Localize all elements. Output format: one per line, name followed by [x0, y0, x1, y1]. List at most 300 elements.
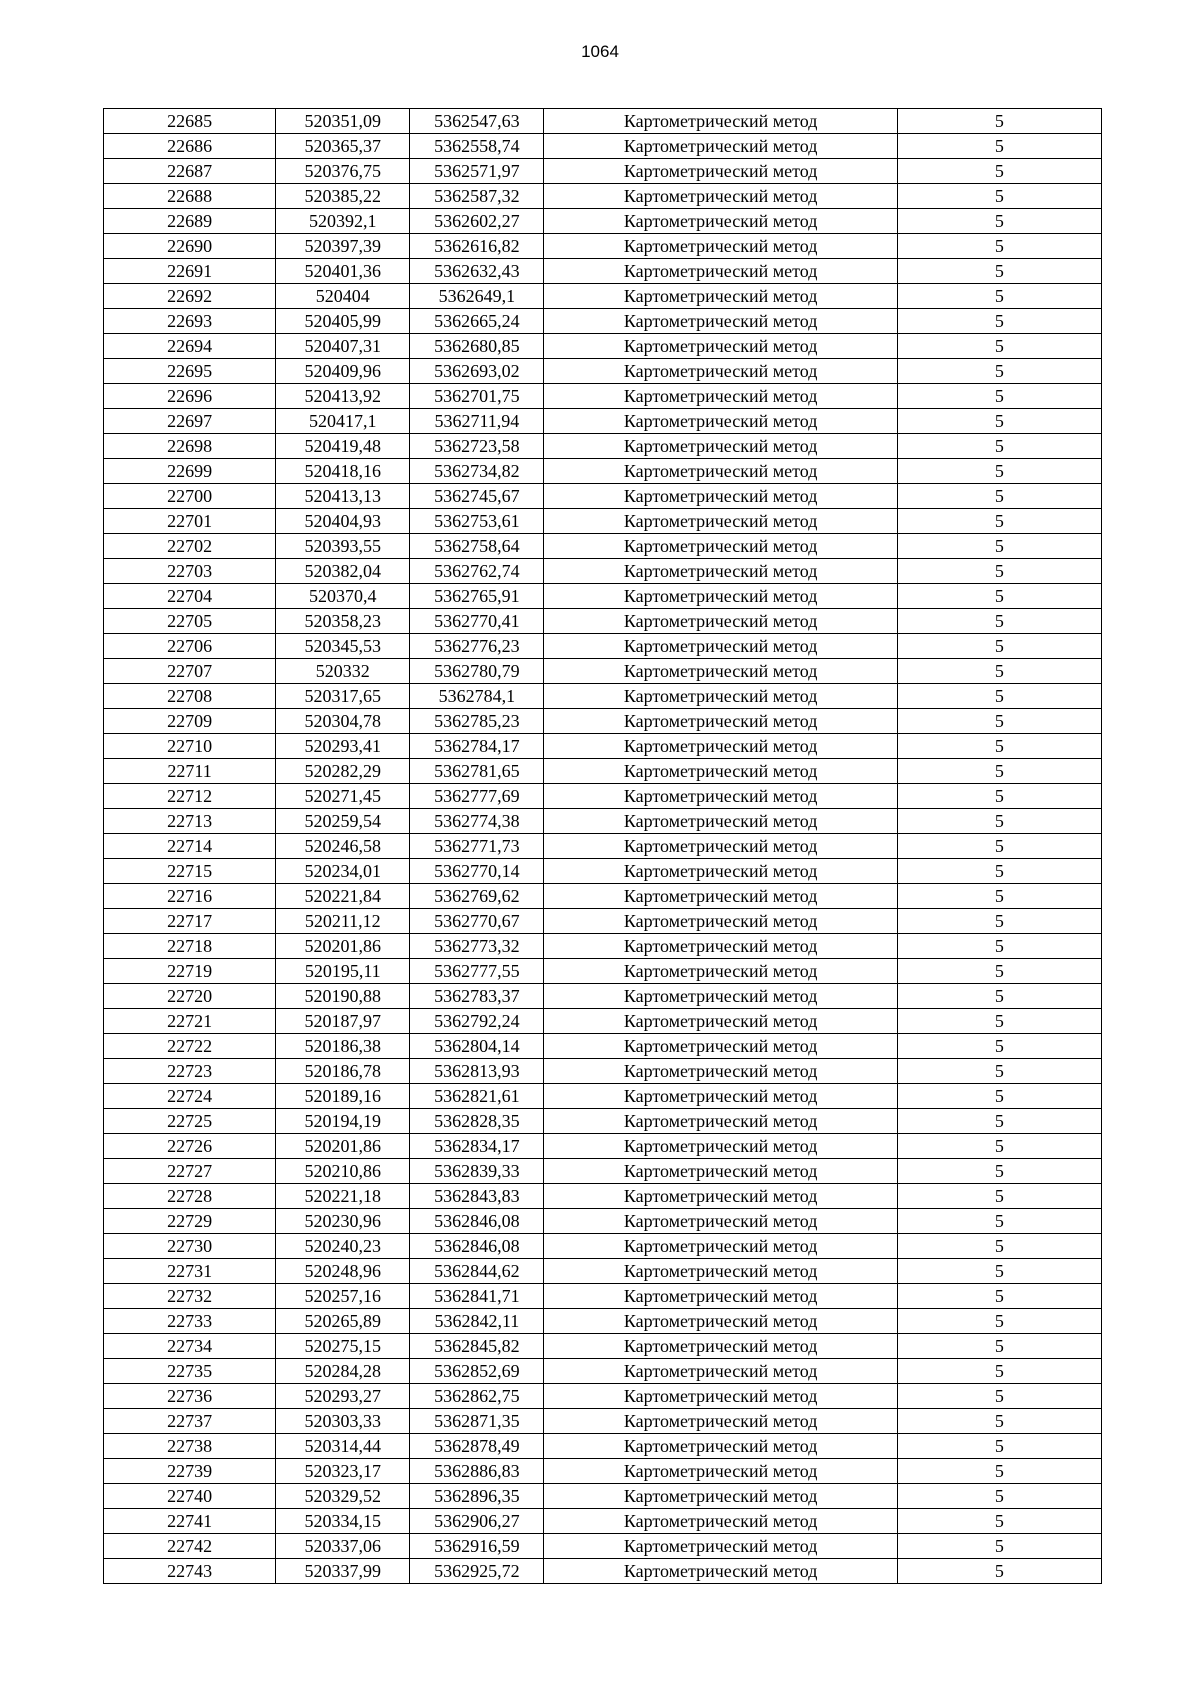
y-coordinate-cell: 5362792,24	[410, 1009, 544, 1034]
point-number-cell: 22714	[104, 834, 276, 859]
y-coordinate-cell: 5362852,69	[410, 1359, 544, 1384]
x-coordinate-cell: 520187,97	[276, 1009, 410, 1034]
page-number: 1064	[581, 42, 619, 61]
x-coordinate-cell: 520293,41	[276, 734, 410, 759]
table-row	[104, 1034, 1102, 1059]
table-row	[104, 684, 1102, 709]
x-coordinate-cell: 520221,18	[276, 1184, 410, 1209]
y-coordinate-cell: 5362770,67	[410, 909, 544, 934]
method-cell: Картометрический метод	[544, 1284, 897, 1309]
method-cell: Картометрический метод	[544, 284, 897, 309]
method-cell: Картометрический метод	[544, 634, 897, 659]
y-coordinate-cell: 5362784,17	[410, 734, 544, 759]
table-body	[104, 109, 1102, 1584]
accuracy-cell: 5	[897, 1409, 1101, 1434]
y-coordinate-cell: 5362770,14	[410, 859, 544, 884]
method-cell: Картометрический метод	[544, 559, 897, 584]
point-number-cell: 22724	[104, 1084, 276, 1109]
point-number-cell: 22685	[104, 109, 276, 134]
point-number-cell: 22721	[104, 1009, 276, 1034]
y-coordinate-cell: 5362777,69	[410, 784, 544, 809]
accuracy-cell: 5	[897, 784, 1101, 809]
method-cell: Картометрический метод	[544, 184, 897, 209]
y-coordinate-cell: 5362734,82	[410, 459, 544, 484]
x-coordinate-cell: 520417,1	[276, 409, 410, 434]
point-number-cell: 22740	[104, 1484, 276, 1509]
x-coordinate-cell: 520186,38	[276, 1034, 410, 1059]
method-cell: Картометрический метод	[544, 1234, 897, 1259]
table-row	[104, 434, 1102, 459]
table-row	[104, 1134, 1102, 1159]
table-row	[104, 809, 1102, 834]
x-coordinate-cell: 520405,99	[276, 309, 410, 334]
point-number-cell: 22698	[104, 434, 276, 459]
x-coordinate-cell: 520314,44	[276, 1434, 410, 1459]
method-cell: Картометрический метод	[544, 1409, 897, 1434]
point-number-cell: 22735	[104, 1359, 276, 1384]
method-cell: Картометрический метод	[544, 1134, 897, 1159]
y-coordinate-cell: 5362906,27	[410, 1509, 544, 1534]
accuracy-cell: 5	[897, 659, 1101, 684]
accuracy-cell: 5	[897, 159, 1101, 184]
point-number-cell: 22710	[104, 734, 276, 759]
table-row	[104, 959, 1102, 984]
table-row	[104, 359, 1102, 384]
y-coordinate-cell: 5362571,97	[410, 159, 544, 184]
point-number-cell: 22697	[104, 409, 276, 434]
point-number-cell: 22718	[104, 934, 276, 959]
point-number-cell: 22691	[104, 259, 276, 284]
x-coordinate-cell: 520337,99	[276, 1559, 410, 1584]
x-coordinate-cell: 520304,78	[276, 709, 410, 734]
point-number-cell: 22686	[104, 134, 276, 159]
table-row	[104, 459, 1102, 484]
method-cell: Картометрический метод	[544, 509, 897, 534]
table-row	[104, 1059, 1102, 1084]
accuracy-cell: 5	[897, 359, 1101, 384]
method-cell: Картометрический метод	[544, 1084, 897, 1109]
x-coordinate-cell: 520345,53	[276, 634, 410, 659]
accuracy-cell: 5	[897, 1059, 1101, 1084]
y-coordinate-cell: 5362587,32	[410, 184, 544, 209]
accuracy-cell: 5	[897, 1109, 1101, 1134]
point-number-cell: 22712	[104, 784, 276, 809]
method-cell: Картометрический метод	[544, 959, 897, 984]
point-number-cell: 22707	[104, 659, 276, 684]
y-coordinate-cell: 5362842,11	[410, 1309, 544, 1334]
x-coordinate-cell: 520358,23	[276, 609, 410, 634]
y-coordinate-cell: 5362547,63	[410, 109, 544, 134]
method-cell: Картометрический метод	[544, 209, 897, 234]
method-cell: Картометрический метод	[544, 234, 897, 259]
accuracy-cell: 5	[897, 934, 1101, 959]
method-cell: Картометрический метод	[544, 134, 897, 159]
method-cell: Картометрический метод	[544, 109, 897, 134]
coordinates-table	[103, 108, 1102, 1584]
accuracy-cell: 5	[897, 984, 1101, 1009]
x-coordinate-cell: 520332	[276, 659, 410, 684]
table-row	[104, 1009, 1102, 1034]
method-cell: Картометрический метод	[544, 1184, 897, 1209]
method-cell: Картометрический метод	[544, 659, 897, 684]
method-cell: Картометрический метод	[544, 759, 897, 784]
method-cell: Картометрический метод	[544, 409, 897, 434]
x-coordinate-cell: 520282,29	[276, 759, 410, 784]
point-number-cell: 22701	[104, 509, 276, 534]
point-number-cell: 22720	[104, 984, 276, 1009]
method-cell: Картометрический метод	[544, 934, 897, 959]
x-coordinate-cell: 520407,31	[276, 334, 410, 359]
point-number-cell: 22730	[104, 1234, 276, 1259]
point-number-cell: 22689	[104, 209, 276, 234]
method-cell: Картометрический метод	[544, 1109, 897, 1134]
point-number-cell: 22717	[104, 909, 276, 934]
method-cell: Картометрический метод	[544, 1059, 897, 1084]
method-cell: Картометрический метод	[544, 1459, 897, 1484]
y-coordinate-cell: 5362770,41	[410, 609, 544, 634]
point-number-cell: 22692	[104, 284, 276, 309]
table-row	[104, 1459, 1102, 1484]
point-number-cell: 22725	[104, 1109, 276, 1134]
table-row	[104, 234, 1102, 259]
method-cell: Картометрический метод	[544, 259, 897, 284]
accuracy-cell: 5	[897, 309, 1101, 334]
x-coordinate-cell: 520413,92	[276, 384, 410, 409]
table-row	[104, 1184, 1102, 1209]
x-coordinate-cell: 520189,16	[276, 1084, 410, 1109]
table-row	[104, 334, 1102, 359]
point-number-cell: 22736	[104, 1384, 276, 1409]
accuracy-cell: 5	[897, 884, 1101, 909]
method-cell: Картометрический метод	[544, 584, 897, 609]
accuracy-cell: 5	[897, 1159, 1101, 1184]
accuracy-cell: 5	[897, 1034, 1101, 1059]
method-cell: Картометрический метод	[544, 1309, 897, 1334]
x-coordinate-cell: 520419,48	[276, 434, 410, 459]
y-coordinate-cell: 5362632,43	[410, 259, 544, 284]
table-row	[104, 1434, 1102, 1459]
table-row	[104, 784, 1102, 809]
table-row	[104, 1259, 1102, 1284]
accuracy-cell: 5	[897, 834, 1101, 859]
accuracy-cell: 5	[897, 909, 1101, 934]
x-coordinate-cell: 520404,93	[276, 509, 410, 534]
x-coordinate-cell: 520195,11	[276, 959, 410, 984]
y-coordinate-cell: 5362845,82	[410, 1334, 544, 1359]
x-coordinate-cell: 520194,19	[276, 1109, 410, 1134]
method-cell: Картометрический метод	[544, 1384, 897, 1409]
x-coordinate-cell: 520211,12	[276, 909, 410, 934]
point-number-cell: 22687	[104, 159, 276, 184]
point-number-cell: 22708	[104, 684, 276, 709]
x-coordinate-cell: 520246,58	[276, 834, 410, 859]
x-coordinate-cell: 520259,54	[276, 809, 410, 834]
accuracy-cell: 5	[897, 284, 1101, 309]
table-row	[104, 884, 1102, 909]
accuracy-cell: 5	[897, 259, 1101, 284]
y-coordinate-cell: 5362776,23	[410, 634, 544, 659]
accuracy-cell: 5	[897, 684, 1101, 709]
method-cell: Картометрический метод	[544, 384, 897, 409]
table-row	[104, 534, 1102, 559]
x-coordinate-cell: 520404	[276, 284, 410, 309]
y-coordinate-cell: 5362680,85	[410, 334, 544, 359]
table-row	[104, 584, 1102, 609]
y-coordinate-cell: 5362916,59	[410, 1534, 544, 1559]
x-coordinate-cell: 520397,39	[276, 234, 410, 259]
point-number-cell: 22693	[104, 309, 276, 334]
method-cell: Картометрический метод	[544, 709, 897, 734]
x-coordinate-cell: 520210,86	[276, 1159, 410, 1184]
method-cell: Картометрический метод	[544, 1159, 897, 1184]
point-number-cell: 22737	[104, 1409, 276, 1434]
method-cell: Картометрический метод	[544, 1009, 897, 1034]
x-coordinate-cell: 520418,16	[276, 459, 410, 484]
point-number-cell: 22727	[104, 1159, 276, 1184]
x-coordinate-cell: 520382,04	[276, 559, 410, 584]
x-coordinate-cell: 520248,96	[276, 1259, 410, 1284]
y-coordinate-cell: 5362871,35	[410, 1409, 544, 1434]
table-row	[104, 934, 1102, 959]
accuracy-cell: 5	[897, 734, 1101, 759]
point-number-cell: 22742	[104, 1534, 276, 1559]
y-coordinate-cell: 5362745,67	[410, 484, 544, 509]
point-number-cell: 22726	[104, 1134, 276, 1159]
accuracy-cell: 5	[897, 1309, 1101, 1334]
method-cell: Картометрический метод	[544, 1559, 897, 1584]
y-coordinate-cell: 5362723,58	[410, 434, 544, 459]
point-number-cell: 22716	[104, 884, 276, 909]
accuracy-cell: 5	[897, 209, 1101, 234]
y-coordinate-cell: 5362665,24	[410, 309, 544, 334]
accuracy-cell: 5	[897, 1484, 1101, 1509]
y-coordinate-cell: 5362777,55	[410, 959, 544, 984]
accuracy-cell: 5	[897, 459, 1101, 484]
table-row	[104, 259, 1102, 284]
point-number-cell: 22688	[104, 184, 276, 209]
x-coordinate-cell: 520293,27	[276, 1384, 410, 1409]
y-coordinate-cell: 5362701,75	[410, 384, 544, 409]
table-row	[104, 109, 1102, 134]
y-coordinate-cell: 5362558,74	[410, 134, 544, 159]
y-coordinate-cell: 5362649,1	[410, 284, 544, 309]
y-coordinate-cell: 5362843,83	[410, 1184, 544, 1209]
table-row	[104, 1534, 1102, 1559]
table-row	[104, 284, 1102, 309]
accuracy-cell: 5	[897, 1259, 1101, 1284]
point-number-cell: 22713	[104, 809, 276, 834]
point-number-cell: 22715	[104, 859, 276, 884]
accuracy-cell: 5	[897, 384, 1101, 409]
accuracy-cell: 5	[897, 559, 1101, 584]
accuracy-cell: 5	[897, 1459, 1101, 1484]
point-number-cell: 22699	[104, 459, 276, 484]
y-coordinate-cell: 5362834,17	[410, 1134, 544, 1159]
y-coordinate-cell: 5362878,49	[410, 1434, 544, 1459]
table-row	[104, 1309, 1102, 1334]
table-row	[104, 1484, 1102, 1509]
x-coordinate-cell: 520370,4	[276, 584, 410, 609]
point-number-cell: 22706	[104, 634, 276, 659]
point-number-cell: 22728	[104, 1184, 276, 1209]
method-cell: Картометрический метод	[544, 1209, 897, 1234]
y-coordinate-cell: 5362758,64	[410, 534, 544, 559]
point-number-cell: 22690	[104, 234, 276, 259]
y-coordinate-cell: 5362774,38	[410, 809, 544, 834]
table-row	[104, 634, 1102, 659]
x-coordinate-cell: 520201,86	[276, 1134, 410, 1159]
point-number-cell: 22704	[104, 584, 276, 609]
table-row	[104, 1159, 1102, 1184]
accuracy-cell: 5	[897, 234, 1101, 259]
y-coordinate-cell: 5362753,61	[410, 509, 544, 534]
accuracy-cell: 5	[897, 609, 1101, 634]
x-coordinate-cell: 520234,01	[276, 859, 410, 884]
accuracy-cell: 5	[897, 109, 1101, 134]
accuracy-cell: 5	[897, 1134, 1101, 1159]
x-coordinate-cell: 520393,55	[276, 534, 410, 559]
table-row	[104, 759, 1102, 784]
x-coordinate-cell: 520230,96	[276, 1209, 410, 1234]
y-coordinate-cell: 5362821,61	[410, 1084, 544, 1109]
y-coordinate-cell: 5362783,37	[410, 984, 544, 1009]
accuracy-cell: 5	[897, 1009, 1101, 1034]
table-row	[104, 509, 1102, 534]
method-cell: Картометрический метод	[544, 1509, 897, 1534]
method-cell: Картометрический метод	[544, 309, 897, 334]
y-coordinate-cell: 5362784,1	[410, 684, 544, 709]
accuracy-cell: 5	[897, 1359, 1101, 1384]
point-number-cell: 22703	[104, 559, 276, 584]
table-row	[104, 1084, 1102, 1109]
accuracy-cell: 5	[897, 484, 1101, 509]
method-cell: Картометрический метод	[544, 159, 897, 184]
x-coordinate-cell: 520351,09	[276, 109, 410, 134]
accuracy-cell: 5	[897, 709, 1101, 734]
accuracy-cell: 5	[897, 1334, 1101, 1359]
x-coordinate-cell: 520385,22	[276, 184, 410, 209]
accuracy-cell: 5	[897, 959, 1101, 984]
method-cell: Картометрический метод	[544, 459, 897, 484]
method-cell: Картометрический метод	[544, 334, 897, 359]
point-number-cell: 22705	[104, 609, 276, 634]
method-cell: Картометрический метод	[544, 609, 897, 634]
point-number-cell: 22722	[104, 1034, 276, 1059]
y-coordinate-cell: 5362839,33	[410, 1159, 544, 1184]
table-row	[104, 159, 1102, 184]
accuracy-cell: 5	[897, 434, 1101, 459]
x-coordinate-cell: 520337,06	[276, 1534, 410, 1559]
point-number-cell: 22702	[104, 534, 276, 559]
method-cell: Картометрический метод	[544, 984, 897, 1009]
accuracy-cell: 5	[897, 534, 1101, 559]
point-number-cell: 22695	[104, 359, 276, 384]
y-coordinate-cell: 5362771,73	[410, 834, 544, 859]
table-row	[104, 1359, 1102, 1384]
accuracy-cell: 5	[897, 1509, 1101, 1534]
y-coordinate-cell: 5362785,23	[410, 709, 544, 734]
accuracy-cell: 5	[897, 1234, 1101, 1259]
method-cell: Картометрический метод	[544, 484, 897, 509]
table-row	[104, 134, 1102, 159]
table-row	[104, 309, 1102, 334]
method-cell: Картометрический метод	[544, 809, 897, 834]
y-coordinate-cell: 5362762,74	[410, 559, 544, 584]
y-coordinate-cell: 5362925,72	[410, 1559, 544, 1584]
x-coordinate-cell: 520401,36	[276, 259, 410, 284]
point-number-cell: 22711	[104, 759, 276, 784]
point-number-cell: 22734	[104, 1334, 276, 1359]
table-row	[104, 1234, 1102, 1259]
method-cell: Картометрический метод	[544, 734, 897, 759]
table-row	[104, 734, 1102, 759]
x-coordinate-cell: 520275,15	[276, 1334, 410, 1359]
point-number-cell: 22719	[104, 959, 276, 984]
x-coordinate-cell: 520365,37	[276, 134, 410, 159]
table-row	[104, 834, 1102, 859]
method-cell: Картометрический метод	[544, 834, 897, 859]
method-cell: Картометрический метод	[544, 534, 897, 559]
y-coordinate-cell: 5362841,71	[410, 1284, 544, 1309]
method-cell: Картометрический метод	[544, 1534, 897, 1559]
accuracy-cell: 5	[897, 509, 1101, 534]
accuracy-cell: 5	[897, 1084, 1101, 1109]
method-cell: Картометрический метод	[544, 1359, 897, 1384]
x-coordinate-cell: 520323,17	[276, 1459, 410, 1484]
x-coordinate-cell: 520257,16	[276, 1284, 410, 1309]
y-coordinate-cell: 5362844,62	[410, 1259, 544, 1284]
table-row	[104, 484, 1102, 509]
y-coordinate-cell: 5362769,62	[410, 884, 544, 909]
table-row	[104, 909, 1102, 934]
y-coordinate-cell: 5362886,83	[410, 1459, 544, 1484]
accuracy-cell: 5	[897, 1184, 1101, 1209]
method-cell: Картометрический метод	[544, 434, 897, 459]
accuracy-cell: 5	[897, 184, 1101, 209]
method-cell: Картометрический метод	[544, 1484, 897, 1509]
y-coordinate-cell: 5362846,08	[410, 1234, 544, 1259]
method-cell: Картометрический метод	[544, 859, 897, 884]
method-cell: Картометрический метод	[544, 784, 897, 809]
table-row	[104, 1284, 1102, 1309]
method-cell: Картометрический метод	[544, 359, 897, 384]
point-number-cell: 22700	[104, 484, 276, 509]
table-row	[104, 709, 1102, 734]
accuracy-cell: 5	[897, 584, 1101, 609]
x-coordinate-cell: 520376,75	[276, 159, 410, 184]
method-cell: Картометрический метод	[544, 909, 897, 934]
table-row	[104, 559, 1102, 584]
accuracy-cell: 5	[897, 809, 1101, 834]
table-row	[104, 409, 1102, 434]
method-cell: Картометрический метод	[544, 684, 897, 709]
point-number-cell: 22739	[104, 1459, 276, 1484]
y-coordinate-cell: 5362616,82	[410, 234, 544, 259]
x-coordinate-cell: 520271,45	[276, 784, 410, 809]
table-row	[104, 1409, 1102, 1434]
x-coordinate-cell: 520329,52	[276, 1484, 410, 1509]
method-cell: Картометрический метод	[544, 1434, 897, 1459]
table-row	[104, 1334, 1102, 1359]
table-row	[104, 384, 1102, 409]
y-coordinate-cell: 5362602,27	[410, 209, 544, 234]
point-number-cell: 22732	[104, 1284, 276, 1309]
y-coordinate-cell: 5362804,14	[410, 1034, 544, 1059]
accuracy-cell: 5	[897, 409, 1101, 434]
method-cell: Картометрический метод	[544, 884, 897, 909]
accuracy-cell: 5	[897, 1559, 1101, 1584]
accuracy-cell: 5	[897, 334, 1101, 359]
